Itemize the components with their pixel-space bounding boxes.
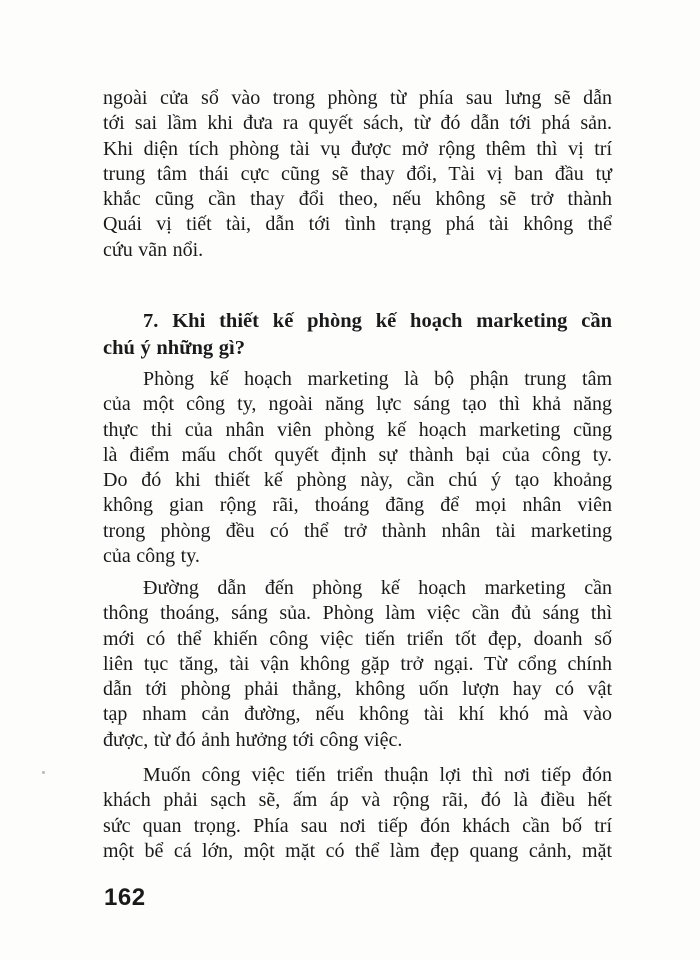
text-line: sức quan trọng. Phía sau nơi tiếp đón khách cần bố trí: [103, 814, 612, 837]
paragraph-reception: [103, 763, 612, 864]
text-line: Đường dẫn đến phòng kế hoạch marketing cần: [143, 577, 612, 599]
text-line: Phòng kế hoạch marketing là bộ phận trung tâm: [143, 368, 612, 390]
text-line: được, từ đó ảnh hưởng tới công việc.: [103, 728, 403, 751]
text-line: của một công ty, ngoài năng lực sáng tạo thì khả năng: [103, 393, 612, 416]
text-line: trong phòng đều có thể trở thành nhân tài marketing: [103, 519, 612, 542]
text-line: dẫn tới phòng phải thẳng, không uốn lượn hay có vật: [103, 678, 612, 701]
text-line: khách phải sạch sẽ, ấm áp và rộng rãi, đó là điều hết: [103, 789, 612, 812]
text-line: tới sai lầm khi đưa ra quyết sách, từ đó dẫn tới phá sản.: [103, 112, 612, 135]
paragraph-pathway: [103, 576, 612, 753]
text-line: trung tâm thái cực cũng sẽ thay đổi, Tài vị ban đầu tự: [103, 162, 612, 185]
text-line: ngoài cửa sổ vào trong phòng từ phía sau lưng sẽ dẫn: [103, 87, 612, 109]
paragraph-marketing-room: [103, 367, 612, 569]
text-line: khắc cũng cần thay đổi theo, nếu không sẽ trở thành: [103, 188, 612, 211]
text-line: Do đó khi thiết kế phòng này, cần chú ý tạo khoảng: [103, 469, 612, 492]
text-line: Muốn công việc tiến triển thuận lợi thì nơi tiếp đón: [143, 764, 612, 786]
text-line: là điểm mấu chốt quyết định sự thành bại của công ty.: [103, 443, 612, 466]
heading-line: 7. Khi thiết kế phòng kế hoạch marketing cần: [143, 310, 612, 332]
scan-speck: [42, 771, 45, 774]
text-line: Khi diện tích phòng tài vụ được mở rộng thêm thì vị trí: [103, 137, 612, 160]
text-line: thông thoáng, sáng sủa. Phòng làm việc cần đủ sáng thì: [103, 602, 612, 625]
text-line: cứu vãn nổi.: [103, 238, 204, 261]
text-line: không gian rộng rãi, thoáng đãng để mọi nhân viên: [103, 494, 612, 517]
text-line: Quái vị tiết tài, dẫn tới tình trạng phá tài không thể: [103, 213, 612, 236]
text-line: của công ty.: [103, 545, 200, 568]
text-line: liên tục tăng, tài vận không gặp trở ngại. Từ cổng chính: [103, 652, 612, 675]
text-line: thực thi của nhân viên phòng kế hoạch marketing cũng: [103, 418, 612, 441]
heading-line: chú ý những gì?: [103, 336, 245, 359]
text-line: tạp nham cản đường, nếu không tài khí khó mà vào: [103, 703, 612, 726]
text-line: một bể cá lớn, một mặt có thể làm đẹp quang cảnh, mặt: [103, 839, 612, 862]
paragraph-continuation: [103, 86, 612, 263]
text-line: mới có thể khiến công việc tiến triển tốt đẹp, doanh số: [103, 627, 612, 650]
page-number: 162: [104, 884, 146, 911]
section-heading: [103, 308, 612, 361]
